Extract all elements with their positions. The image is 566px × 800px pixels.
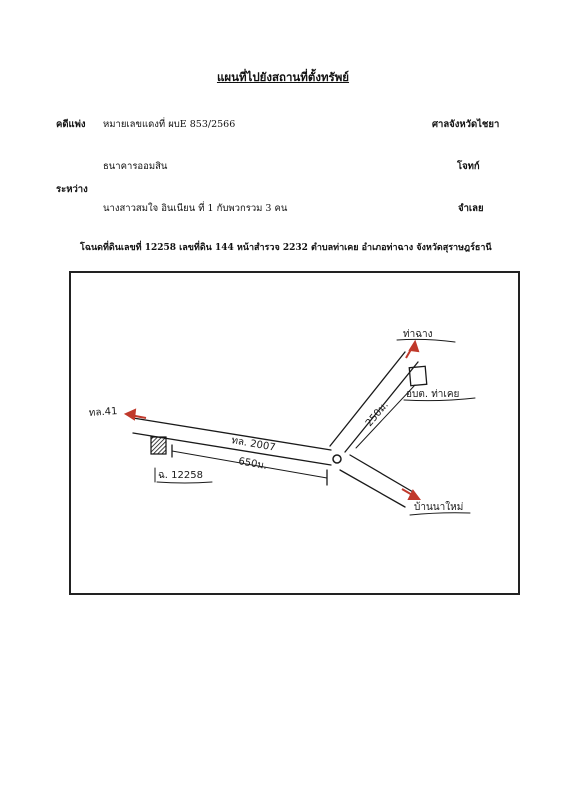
label-dist-650: 650ม. — [237, 456, 268, 472]
page-title: แผนที่ไปยังสถานที่ตั้งทรัพย์ — [216, 70, 350, 84]
defendant-name: นางสาวสมใจ อินเนียน ที่ 1 กับพวกรวม 3 คน — [103, 203, 288, 214]
parcel-marker — [151, 437, 166, 454]
court-name: ศาลจังหวัดไชยา — [432, 119, 500, 130]
label-dist-250: 250ม. — [363, 399, 391, 429]
roundabout — [333, 455, 341, 463]
label-tha-chang: ท่าฉาง — [403, 329, 433, 340]
between-label: ระหว่าง — [56, 184, 88, 195]
road-ban-na-edge-top — [350, 455, 413, 492]
label-parcel: ฉ. 12258 — [158, 470, 203, 481]
label-office: อบต. ท่าเคย — [406, 389, 460, 400]
label-road-2007: ทล. 2007 — [230, 435, 277, 454]
defendant-role: จำเลย — [458, 203, 484, 214]
title-deed-line: โฉนดที่ดินเลขที่ 12258 เลขที่ดิน 144 หน้าสำรวจ 2232 ตำบลท่าเคย อำเภอท่าฉาง จังหวัดสุราษฎร์ธานี — [80, 243, 492, 253]
label-ban-na: บ้านนาใหม่ — [414, 502, 464, 513]
case-number: หมายเลขแดงที่ ผบE 853/2566 — [103, 119, 236, 130]
road-ban-na-edge-bottom — [340, 470, 405, 507]
road-tha-chang-edge-left — [330, 352, 405, 446]
label-highway41: ทล.41 — [88, 406, 118, 419]
plaintiff-name: ธนาคารออมสิน — [103, 161, 168, 172]
plaintiff-role: โจทก์ — [457, 161, 480, 172]
case-type-label: คดีแพ่ง — [56, 119, 86, 130]
